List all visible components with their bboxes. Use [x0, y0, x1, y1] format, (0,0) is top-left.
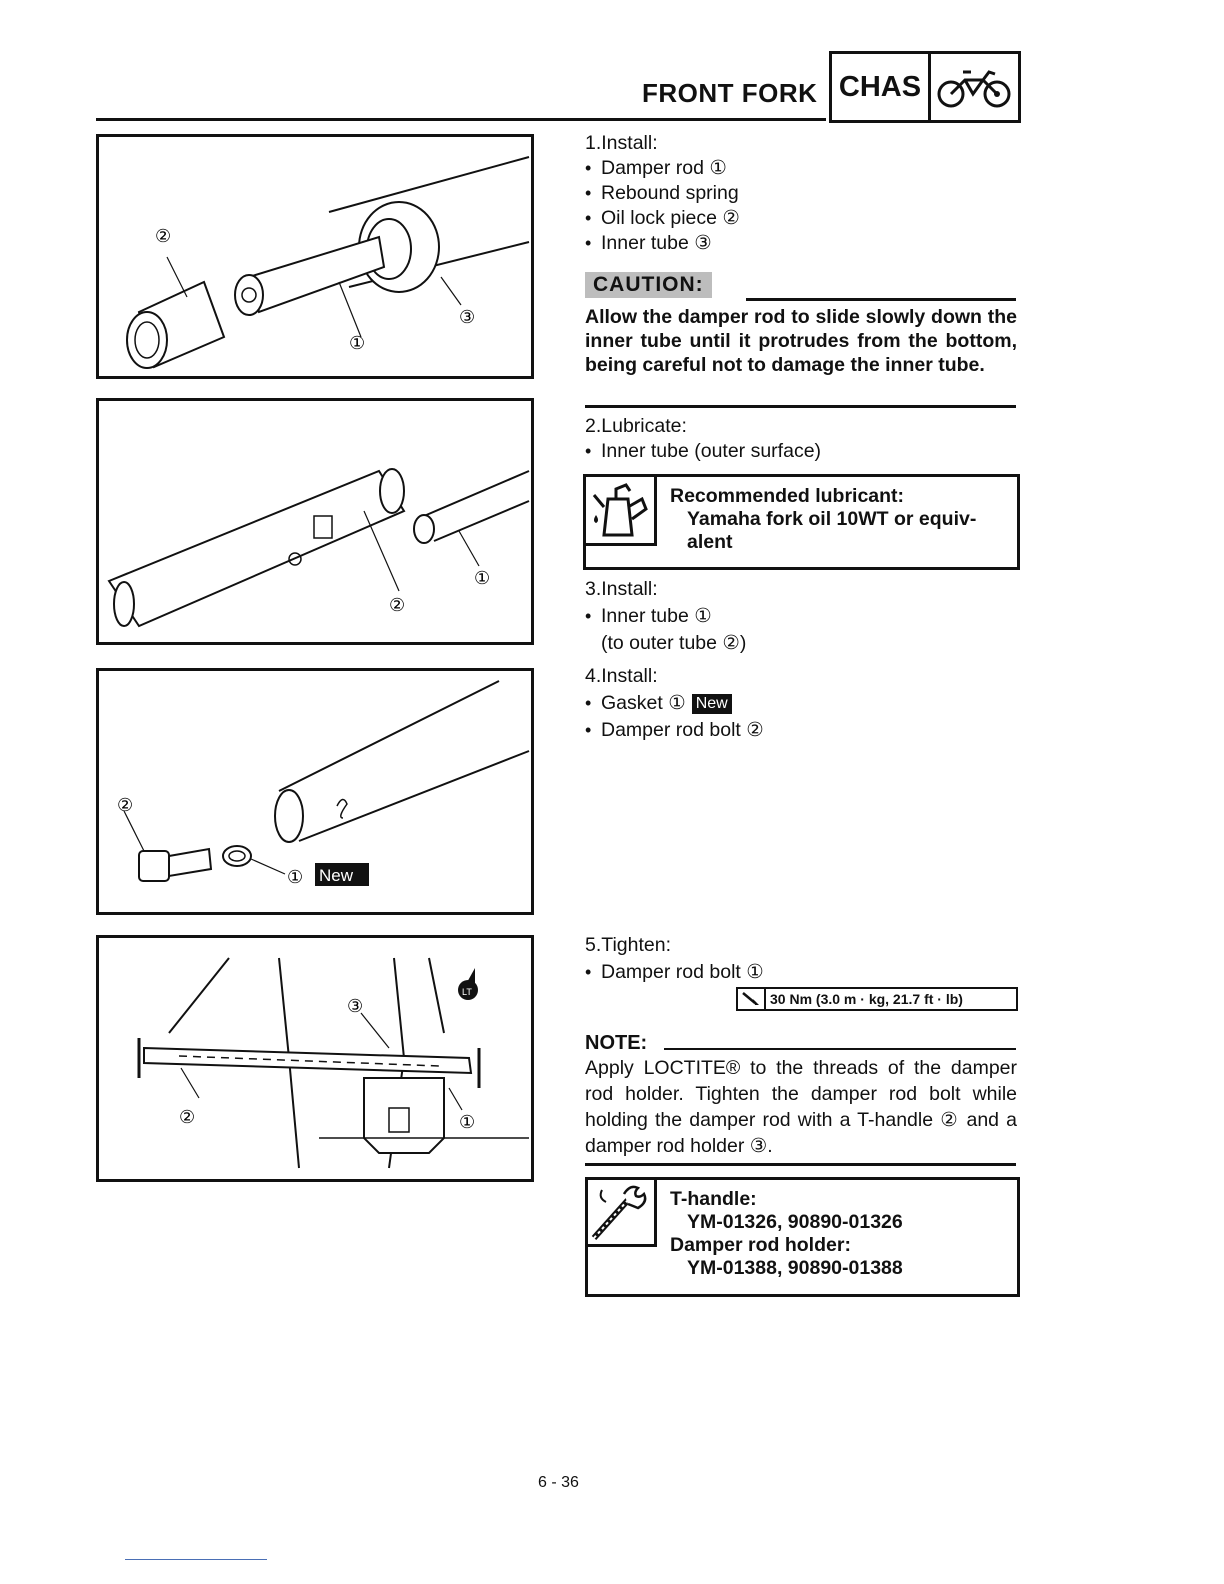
step-4: [585, 664, 1017, 743]
step-heading: 2.Lubricate:: [585, 415, 687, 437]
list-item: • Damper rod bolt ①: [585, 960, 1017, 985]
step-heading: 1.Install:: [585, 132, 658, 154]
note-rule: [664, 1048, 1016, 1050]
figure-tighten-damper-bolt: [96, 935, 534, 1182]
motorcycle-icon: [931, 54, 1018, 120]
note-text: Apply LOCTITE® to the threads of the damper rod holder. Tighten the damper rod bolt while holding the damper rod with a T-handle ② and a damper rod holder ③.: [585, 1057, 1017, 1157]
torque-spec: [736, 987, 1018, 1011]
step-3: [585, 577, 1017, 676]
special-tools-box: [585, 1177, 1020, 1297]
header-rule: [96, 118, 826, 121]
figure-damper-bolt-install: [96, 668, 534, 915]
svg-text:LT: LT: [462, 987, 472, 997]
callout: ①: [459, 1112, 476, 1133]
step-1: [585, 131, 1017, 256]
lubricant-value: Yamaha fork oil 10WT or equiv-: [687, 508, 977, 530]
step-heading: 3.Install:: [585, 578, 658, 600]
chapter-code: CHAS: [832, 54, 931, 120]
gasket-label: Gasket ①: [601, 692, 686, 714]
caution-text: Allow the damper rod to slide slowly down the inner tube until it protrudes from the bottom, being careful not to damage the inner tube.: [585, 306, 1017, 376]
callout: ②: [179, 1107, 196, 1128]
callout: ③: [347, 996, 364, 1017]
list-item: • Oil lock piece ②: [585, 206, 1017, 231]
callout: ③: [459, 307, 476, 328]
list-item: • Inner tube ③: [585, 231, 1017, 256]
caution-end-rule: [585, 405, 1016, 408]
tool-2-name: Damper rod holder:: [670, 1234, 851, 1256]
tool-2-code: YM-01388, 90890-01388: [687, 1257, 903, 1279]
list-item-sub: (to outer tube ②): [601, 632, 747, 654]
lubricant-value-cont: alent: [687, 531, 733, 553]
list-item: • Rebound spring: [585, 181, 1017, 206]
figure-inner-tube-install: [96, 398, 534, 645]
step-5: [585, 933, 1017, 985]
caution-label: CAUTION:: [585, 272, 712, 298]
step-heading: 4.Install:: [585, 665, 658, 687]
list-item: • Inner tube ①: [585, 604, 1017, 629]
page-number: 6 - 36: [538, 1474, 579, 1491]
callout: ①: [474, 568, 491, 589]
new-tag: New: [692, 694, 732, 714]
list-item: • Inner tube (outer surface): [585, 439, 1017, 464]
note-label: NOTE:: [585, 1032, 648, 1054]
chapter-badge: [829, 51, 1021, 123]
page-title: FRONT FORK: [642, 78, 818, 108]
footer-line: [125, 1559, 267, 1560]
list-item: • Damper rod bolt ②: [585, 718, 1017, 743]
list-item: [585, 691, 1017, 716]
list-item: • Damper rod ①: [585, 156, 1017, 181]
figure-damper-rod-install: [96, 134, 534, 379]
new-tag: New: [319, 866, 354, 885]
lubricant-title: Recommended lubricant:: [670, 485, 905, 507]
callout: ①: [287, 867, 304, 888]
tool-1-name: T-handle:: [670, 1188, 757, 1210]
callout: ①: [349, 333, 366, 354]
lubricant-box: [583, 474, 1020, 570]
note-end-rule: [585, 1163, 1016, 1166]
oil-can-icon: [586, 477, 657, 546]
callout: ②: [389, 595, 406, 616]
callout: ②: [155, 226, 172, 247]
step-2: [585, 414, 1017, 464]
special-tool-icon: [588, 1180, 657, 1247]
caution-rule: [746, 298, 1016, 301]
callout: ②: [117, 795, 134, 816]
torque-value: 30 Nm (3.0 m · kg, 21.7 ft · lb): [770, 991, 963, 1007]
tool-1-code: YM-01326, 90890-01326: [687, 1211, 903, 1233]
step-heading: 5.Tighten:: [585, 934, 671, 956]
torque-wrench-icon: [738, 989, 766, 1009]
